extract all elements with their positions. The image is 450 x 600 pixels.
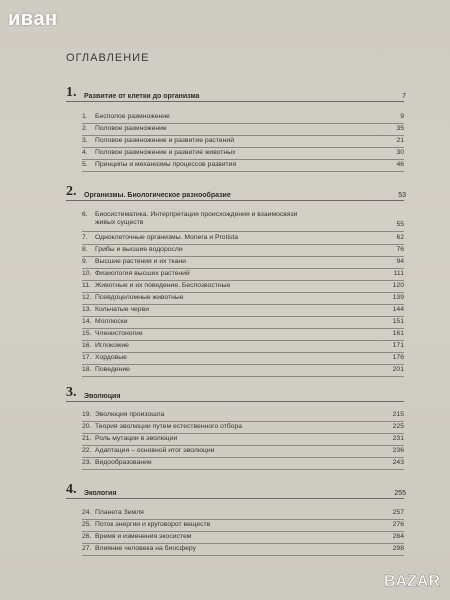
item-page: 236 <box>392 447 404 454</box>
item-text: Теория эволюции путем естественного отбора <box>95 423 243 430</box>
section-number: 4. <box>66 482 77 497</box>
section-heading-3 <box>66 387 404 402</box>
item-text: Половое размножение и развитие животных <box>95 149 236 156</box>
item-text: Псевдоцеломные животные <box>95 294 184 301</box>
item-text: Планета Земля <box>95 509 144 516</box>
item-number: 16. <box>82 342 92 349</box>
item-number: 20. <box>82 423 92 430</box>
item-page: 46 <box>396 161 404 168</box>
item-number: 12. <box>82 294 92 301</box>
toc-item <box>82 434 404 446</box>
toc-item <box>82 520 404 532</box>
item-number: 6. <box>82 211 88 218</box>
item-text: Физиология высших растений <box>95 270 190 277</box>
item-number: 15. <box>82 330 92 337</box>
item-number: 9. <box>82 258 88 265</box>
item-page: 76 <box>396 246 404 253</box>
item-text: Членистоногие <box>95 330 143 337</box>
toc-item <box>82 422 404 434</box>
toc-item <box>82 281 404 293</box>
item-number: 24. <box>82 509 92 516</box>
item-page: 161 <box>392 330 404 337</box>
item-page: 62 <box>396 234 404 241</box>
item-number: 25. <box>82 521 92 528</box>
item-text: Биосистематика. Интерпретация происхождения и взаимосвязи <box>95 211 298 218</box>
item-page: 144 <box>392 306 404 313</box>
item-page: 111 <box>393 270 404 277</box>
section-page: 53 <box>398 192 406 199</box>
logo-text: BAZAR <box>384 573 440 590</box>
item-text: Хордовые <box>95 354 127 361</box>
item-page: 35 <box>396 125 404 132</box>
item-text: Кольчатые черви <box>95 306 149 313</box>
item-page: 215 <box>392 411 404 418</box>
toc-item <box>82 365 404 377</box>
toc-item <box>82 257 404 269</box>
item-text: Бесполое размножение <box>95 113 170 120</box>
item-text: Принципы и механизмы процессов развития <box>95 161 237 168</box>
item-text: Время и изменения экосистем <box>95 533 192 540</box>
item-text: Иглокожие <box>95 342 129 349</box>
item-text: Одноклеточные организмы. Monera и Protista <box>95 234 239 241</box>
item-number: 14. <box>82 318 92 325</box>
item-number: 27. <box>82 545 92 552</box>
toc-item <box>82 341 404 353</box>
item-text: Видообразование <box>95 459 152 466</box>
item-number: 4. <box>82 149 88 156</box>
item-text: Влияние человека на биосферу <box>95 545 196 552</box>
toc-item <box>82 446 404 458</box>
toc-item <box>82 508 404 520</box>
item-text: Поведение <box>95 366 130 373</box>
item-page: 21 <box>396 137 404 144</box>
section-page: 7 <box>402 93 406 100</box>
bazar-logo <box>378 556 444 596</box>
item-page: 30 <box>396 149 404 156</box>
section-heading-4 <box>66 484 404 499</box>
section-title: Эволюция <box>84 393 121 400</box>
item-text: Половое размножение и развитие растений <box>95 137 234 144</box>
toc-item <box>82 532 404 544</box>
section-page: 255 <box>394 490 406 497</box>
item-number: 17. <box>82 354 92 361</box>
item-page: 243 <box>392 459 404 466</box>
item-number: 7. <box>82 234 88 241</box>
item-number: 10. <box>82 270 92 277</box>
item-page: 94 <box>396 258 404 265</box>
item-page: 201 <box>392 366 404 373</box>
item-number: 23. <box>82 459 92 466</box>
toc-item <box>82 148 404 160</box>
item-text: Адаптация – основной итог эволюции <box>95 447 215 454</box>
item-page: 55 <box>396 221 404 228</box>
item-page: 257 <box>392 509 404 516</box>
item-page: 225 <box>392 423 404 430</box>
toc-item <box>82 329 404 341</box>
item-page: 151 <box>392 318 404 325</box>
item-number: 19. <box>82 411 92 418</box>
toc-item <box>82 112 404 124</box>
item-page: 176 <box>392 354 404 361</box>
item-number: 3. <box>82 137 88 144</box>
toc-item <box>82 317 404 329</box>
item-number: 13. <box>82 306 92 313</box>
watermark-label: иван <box>8 8 58 30</box>
toc-item <box>82 136 404 148</box>
item-number: 22. <box>82 447 92 454</box>
item-number: 18. <box>82 366 92 373</box>
item-page: 298 <box>392 545 404 552</box>
item-page: 276 <box>392 521 404 528</box>
item-number: 5. <box>82 161 88 168</box>
item-number: 2. <box>82 125 88 132</box>
toc-item <box>82 245 404 257</box>
item-page: 171 <box>392 342 404 349</box>
toc-item <box>82 353 404 365</box>
section-title: Развитие от клетки до организма <box>84 93 200 100</box>
toc-item <box>82 293 404 305</box>
item-page: 139 <box>392 294 404 301</box>
section-number: 3. <box>66 385 77 400</box>
item-page: 120 <box>392 282 404 289</box>
toc-item <box>82 269 404 281</box>
item-number: 26. <box>82 533 92 540</box>
item-number: 11. <box>82 282 91 289</box>
section-number: 1. <box>66 85 77 100</box>
toc-item <box>82 410 404 422</box>
section-number: 2. <box>66 184 77 199</box>
item-text-continued: живых существ <box>95 219 144 226</box>
toc-item <box>82 124 404 136</box>
toc-item <box>82 160 404 172</box>
toc-item <box>82 458 404 470</box>
item-text: Половое размножение <box>95 125 167 132</box>
toc-item <box>82 305 404 317</box>
item-text: Высшие растения и их ткани <box>95 258 186 265</box>
toc-item <box>82 233 404 245</box>
item-page: 9 <box>400 113 404 120</box>
toc-item <box>82 544 404 556</box>
section-heading-2 <box>66 186 404 201</box>
item-text: Грибы и высшие водоросли <box>95 246 183 253</box>
item-number: 21. <box>82 435 92 442</box>
item-page: 231 <box>392 435 404 442</box>
page-title: ОГЛАВЛЕНИЕ <box>66 52 150 64</box>
item-text: Моллюски <box>95 318 128 325</box>
item-text: Эволюция произошла <box>95 411 165 418</box>
section-heading-1 <box>66 87 404 102</box>
section-title: Экология <box>84 490 117 497</box>
item-text: Животные и их поведение. Беспозвостные <box>95 282 231 289</box>
item-number: 1. <box>82 113 88 120</box>
item-text: Поток энергии и круговорот веществ <box>95 521 211 528</box>
section-title: Организмы. Биологическое разнообразие <box>84 192 231 199</box>
toc-item <box>82 210 404 232</box>
item-page: 284 <box>392 533 404 540</box>
item-text: Роль мутации в эволюции <box>95 435 178 442</box>
item-number: 8. <box>82 246 88 253</box>
